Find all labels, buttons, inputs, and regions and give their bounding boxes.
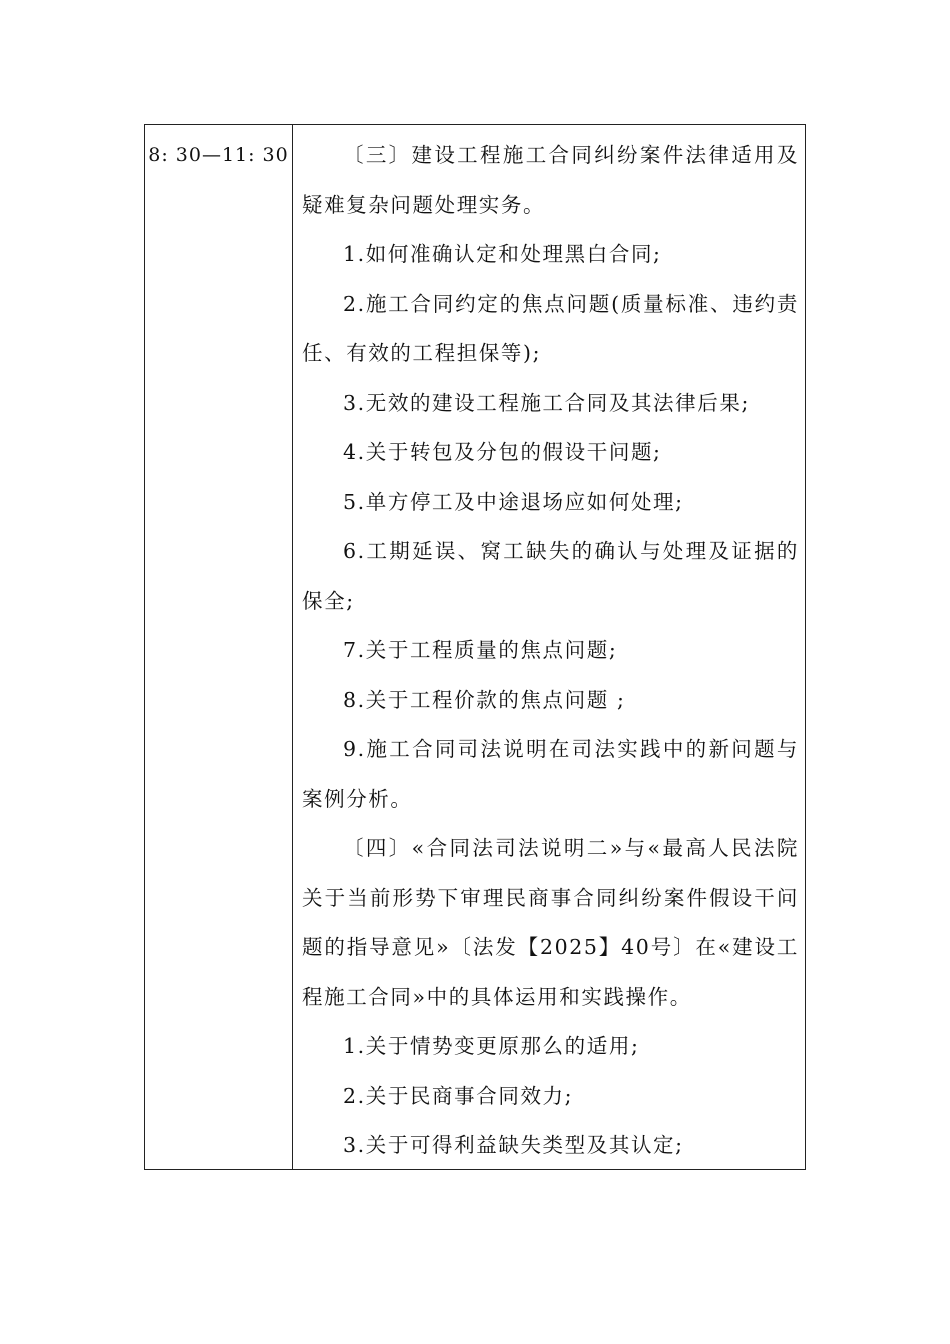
content-cell bbox=[293, 125, 805, 1169]
section-heading-three: 〔三〕建设工程施工合同纠纷案件法律适用及疑难复杂问题处理实务。 bbox=[302, 143, 799, 217]
list-item: 7.关于工程质量的焦点问题; bbox=[343, 638, 618, 662]
list-item: 1.如何准确认定和处理黑白合同; bbox=[343, 242, 662, 266]
list-item: 9.施工合同司法说明在司法实践中的新问题与案例分析。 bbox=[302, 737, 799, 811]
list-item: 6.工期延误、窝工缺失的确认与处理及证据的保全; bbox=[302, 539, 799, 613]
section-heading-four: 〔四〕«合同法司法说明二»与«最高人民法院关于当前形势下审理民商事合同纠纷案件假设干问题的指导意见»〔法发【2025】40号〕在«建设工程施工合同»中的具体运用和实践操作。 bbox=[302, 836, 799, 1009]
list-item: 3.关于可得利益缺失类型及其认定; bbox=[343, 1133, 684, 1157]
list-item: 2.关于民商事合同效力; bbox=[343, 1083, 574, 1108]
session-time: 8: 30—11: 30 bbox=[148, 144, 289, 166]
list-item: 4.关于转包及分包的假设干问题; bbox=[343, 440, 662, 464]
list-item: 5.单方停工及中途退场应如何处理; bbox=[343, 489, 684, 514]
list-item: 1.关于情势变更原那么的适用; bbox=[343, 1034, 640, 1058]
time-cell bbox=[145, 125, 293, 1169]
list-item: 8.关于工程价款的焦点问题 ; bbox=[343, 687, 626, 712]
list-item: 2.施工合同约定的焦点问题(质量标准、违约责任、有效的工程担保等); bbox=[302, 291, 799, 365]
schedule-table bbox=[144, 124, 806, 1170]
list-item: 3.无效的建设工程施工合同及其法律后果; bbox=[343, 390, 750, 415]
